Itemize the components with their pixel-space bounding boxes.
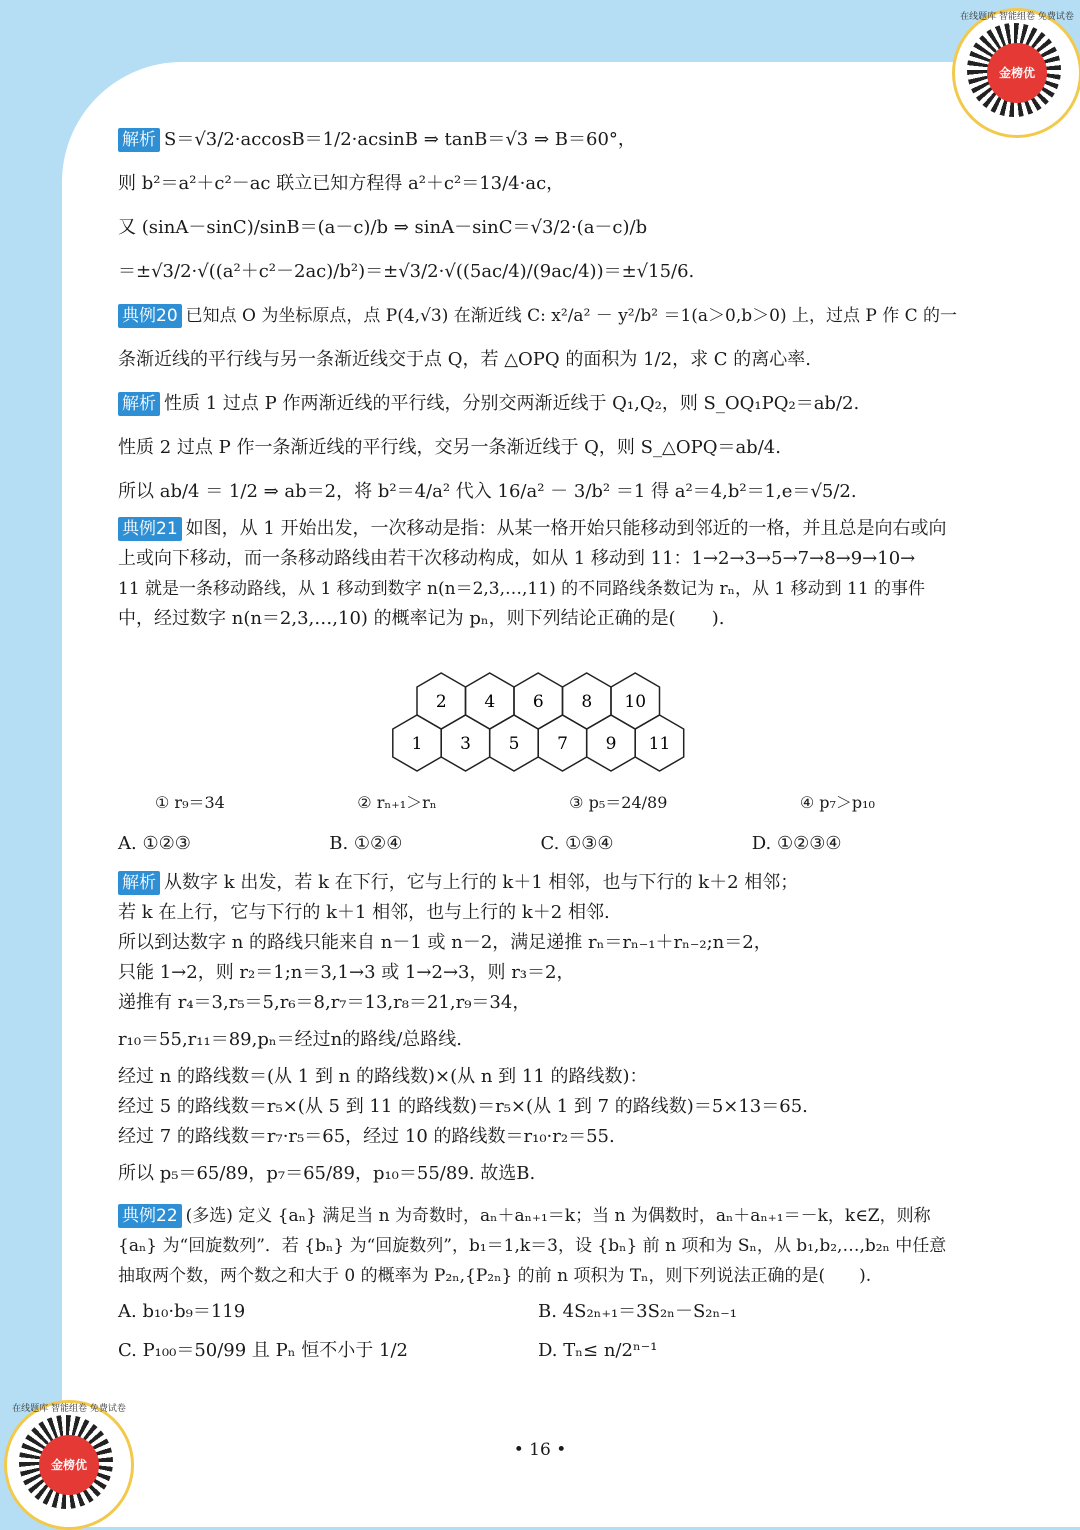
text-line: {aₙ} 为“回旋数列”．若 {bₙ} 为“回旋数列”，b₁＝1,k＝3，设 {bₙ} 前 n 项和为 Sₙ，从 b₁,b₂,…,b₂ₙ 中任意 — [118, 1236, 947, 1256]
solution-line — [118, 206, 968, 250]
statement: ① r₉＝34 — [155, 793, 225, 812]
text-line: 又 (sinA－sinC)/sinB＝(a－c)/b ⇒ sinA－sinC＝√3/2·(a－c)/b — [118, 217, 648, 238]
solution-line — [118, 118, 968, 162]
text-line: 经过 7 的路线数＝r₇·r₅＝65，经过 10 的路线数＝r₁₀·r₂＝55. — [118, 1126, 615, 1147]
solution-line — [118, 1122, 978, 1152]
solution-line — [118, 868, 978, 898]
brand-caption: 在线题库 智能组卷 免费试卷 — [960, 12, 1074, 22]
example-21-line — [118, 574, 968, 604]
example-22-line — [118, 1200, 978, 1230]
hex-label: 11 — [648, 734, 671, 754]
text-line: 性质 1 过点 P 作两渐近线的平行线，分别交两渐近线于 Q₁,Q₂，则 S_OQ₁PQ₂＝ab/2. — [164, 393, 860, 414]
page-number: • 16 • — [513, 1440, 567, 1460]
hex-label: 10 — [624, 692, 647, 712]
text-line: 则 b²＝a²＋c²－ac 联立已知方程得 a²＋c²＝13/4·ac， — [118, 173, 565, 194]
solution-line — [118, 898, 978, 928]
text-line: 所以到达数字 n 的路线只能来自 n－1 或 n－2，满足递推 rₙ＝rₙ₋₁＋rₙ₋₂;n＝2， — [118, 932, 772, 953]
brand-caption: 在线题库 智能组卷 免费试卷 — [12, 1404, 126, 1414]
text-line: 性质 2 过点 P 作一条渐近线的平行线，交另一条渐近线于 Q，则 S_△OPQ＝ab/4. — [118, 437, 781, 458]
text-line: S＝√3/2·accosB＝1/2·acsinB ⇒ tanB＝√3 ⇒ B＝60°， — [164, 129, 636, 150]
text-line: 所以 p₅＝65/89，p₇＝65/89，p₁₀＝55/89. 故选B. — [118, 1163, 536, 1184]
ex21-options — [118, 833, 963, 854]
solution-line — [118, 1092, 978, 1122]
text-line: 若 k 在上行，它与下行的 k＋1 相邻，也与上行的 k＋2 相邻. — [118, 902, 610, 923]
option-c: C. ①③④ — [540, 833, 614, 854]
qr-code-bottom-left — [4, 1400, 134, 1530]
example-tag: 典例22 — [118, 1204, 182, 1228]
option-a: A. ①②③ — [118, 833, 191, 854]
jiexi-tag: 解析 — [118, 392, 160, 416]
brand-logo: 金榜优 — [39, 1435, 99, 1495]
text-line: 已知点 O 为坐标原点，点 P(4,√3) 在渐近线 C: x²/a² － y²/b² ＝1(a＞0,b＞0) 上，过点 P 作 C 的一 — [185, 306, 958, 326]
statement: ② rₙ₊₁＞rₙ — [357, 793, 437, 812]
hex-label: 9 — [605, 734, 617, 754]
page-content — [118, 118, 968, 634]
text-line: 从数字 k 出发，若 k 在下行，它与上行的 k＋1 相邻，也与下行的 k＋2 相邻； — [164, 872, 799, 893]
option-d: D. Tₙ≤ n/2ⁿ⁻¹ — [538, 1340, 658, 1361]
example-tag: 典例21 — [118, 517, 182, 541]
solution-line — [118, 1018, 978, 1062]
text-line: (多选) 定义 {aₙ} 满足当 n 为奇数时，aₙ＋aₙ₊₁＝k；当 n 为偶数时，aₙ＋aₙ₊₁＝－k，k∈Z，则称 — [185, 1206, 931, 1226]
text-line: 抽取两个数，两个数之和大于 0 的概率为 P₂ₙ,{P₂ₙ} 的前 n 项积为 Tₙ，则下列说法正确的是( ). — [118, 1266, 872, 1286]
text-line: 经过 5 的路线数＝r₅×(从 5 到 11 的路线数)＝r₅×(从 1 到 7 的路线数)＝5×13＝65. — [118, 1096, 808, 1117]
example-21-line — [118, 514, 968, 544]
qr-code-top-right — [952, 8, 1080, 138]
text-line: 条渐近线的平行线与另一条渐近线交于点 Q，若 △OPQ 的面积为 1/2，求 C 的离心率. — [118, 349, 812, 370]
brand-logo: 金榜优 — [987, 43, 1047, 103]
option-c: C. P₁₀₀＝50/99 且 Pₙ 恒不小于 1/2 — [118, 1340, 408, 1361]
solution-line — [118, 250, 968, 294]
solution-line — [118, 928, 978, 958]
text-line: 上或向下移动，而一条移动路线由若干次移动构成，如从 1 移动到 11：1→2→3→5→7→8→9→10→ — [118, 548, 916, 569]
example-22-line — [118, 1230, 978, 1260]
solution-line — [118, 162, 968, 206]
statement: ④ p₇＞p₁₀ — [799, 793, 875, 812]
ex22-options-row2 — [118, 1335, 958, 1366]
example-21-line — [118, 544, 968, 574]
solution-21 — [118, 868, 978, 1196]
option-b: B. ①②④ — [329, 833, 403, 854]
text-line: 只能 1→2，则 r₂＝1;n＝3,1→3 或 1→2→3，则 r₃＝2， — [118, 962, 575, 983]
example-22-line — [118, 1260, 978, 1290]
text-line: 所以 ab/4 ＝ 1/2 ⇒ ab＝2，将 b²＝4/a² 代入 16/a² － 3/b² ＝1 得 a²＝4,b²＝1,e＝√5/2. — [118, 481, 857, 502]
solution-line — [118, 426, 968, 470]
statement: ③ p₅＝24/89 — [569, 793, 668, 812]
option-b: B. 4S₂ₙ₊₁＝3S₂ₙ－S₂ₙ₋₁ — [538, 1301, 738, 1322]
solution-line — [118, 988, 978, 1018]
hex-label: 4 — [484, 692, 496, 712]
text-line: 经过 n 的路线数＝(从 1 到 n 的路线数)×(从 n 到 11 的路线数)： — [118, 1066, 648, 1087]
hex-label: 6 — [532, 692, 544, 712]
text-line: 如图，从 1 开始出发，一次移动是指：从某一格开始只能移动到邻近的一格，并且总是向右或向 — [185, 518, 947, 539]
text-line: 中，经过数字 n(n＝2,3,…,10) 的概率记为 pₙ，则下列结论正确的是( ). — [118, 608, 725, 629]
example-20-line — [118, 294, 968, 338]
ex22-options-row1 — [118, 1296, 958, 1327]
hex-label: 1 — [411, 734, 423, 754]
hex-label: 8 — [581, 692, 593, 712]
jiexi-tag: 解析 — [118, 871, 160, 895]
example-22 — [118, 1200, 978, 1366]
text-line: r₁₀＝55,r₁₁＝89,pₙ＝经过n的路线/总路线. — [118, 1029, 463, 1050]
text-line: 11 就是一条移动路线，从 1 移动到数字 n(n＝2,3,…,11) 的不同路线条数记为 rₙ，从 1 移动到 11 的事件 — [118, 579, 926, 599]
solution-line — [118, 1152, 978, 1196]
jiexi-tag: 解析 — [118, 128, 160, 152]
text-line: ＝±√3/2·√((a²＋c²－2ac)/b²)＝±√3/2·√((5ac/4)/(9ac/4))＝±√15/6. — [118, 261, 695, 282]
solution-line — [118, 470, 968, 514]
solution-line — [118, 958, 978, 988]
hex-label: 2 — [435, 692, 447, 712]
hex-label: 5 — [508, 734, 520, 754]
hex-label: 7 — [557, 734, 568, 754]
solution-line — [118, 1062, 978, 1092]
example-21-line — [118, 604, 968, 634]
option-d: D. ①②③④ — [751, 833, 842, 854]
solution-line — [118, 382, 968, 426]
hex-label: 3 — [460, 734, 471, 754]
example-tag: 典例20 — [118, 304, 182, 328]
ex21-statements — [155, 790, 875, 813]
example-20-line — [118, 338, 968, 382]
text-line: 递推有 r₄＝3,r₅＝5,r₆＝8,r₇＝13,r₈＝21,r₉＝34， — [118, 992, 531, 1013]
option-a: A. b₁₀·b₉＝119 — [118, 1301, 246, 1322]
hexagon-grid-figure — [390, 672, 690, 776]
